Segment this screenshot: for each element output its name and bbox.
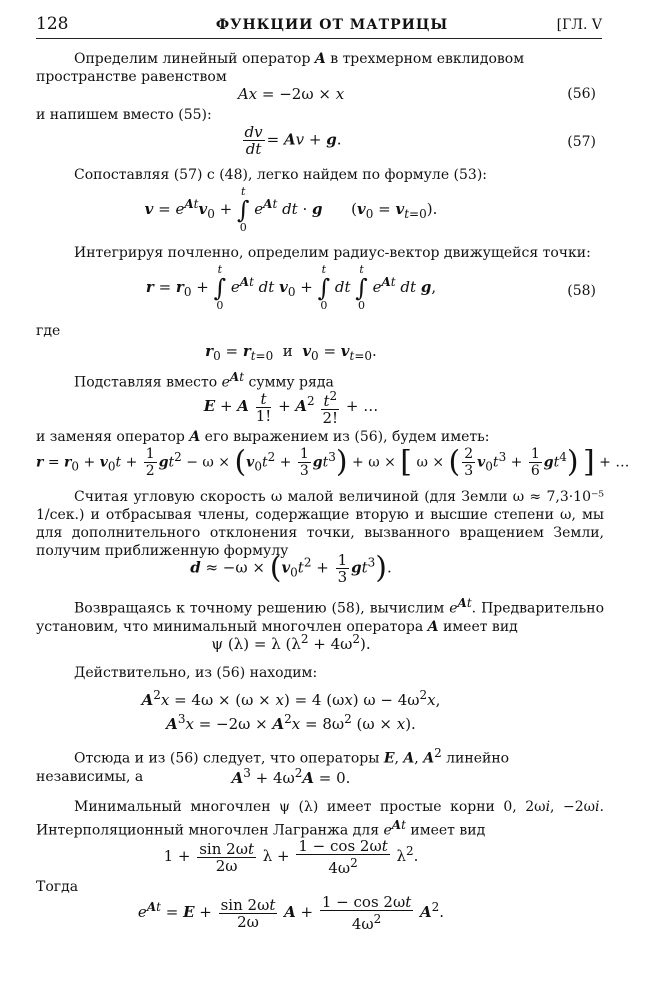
running-title: ФУНКЦИИ ОТ МАТРИЦЫ	[215, 17, 449, 33]
equation-series: E + A $\frac{t}{1!}$ + $A^2$ $\frac{t^2}{2!}$ + …	[203, 389, 379, 427]
paragraph-9: Возвращаясь к точному решению (58), вычислим $e^{At}$. Предварительно установим, что минимальный многочлен оператора A имеет вид	[36, 596, 604, 635]
equation-r-series: $r = r_0 + v_0t$ + $\frac{1}{2}$ $gt^2 - \omega \times (v_0t^2$ + $\frac{1}{3}$ $gt^3) + \omega$ × [ ω × ( $\frac{2}{3}$ $v_0t^3$ + $\frac{1}{6}$ $gt^4$) ] + …	[36, 444, 630, 480]
page-number: 128	[36, 14, 69, 34]
equation-57-label: (57)	[567, 134, 596, 150]
equation-57: $\frac{dv}{dt}$ = Av + g.	[244, 123, 342, 158]
equation-deflection: $d \approx -\omega \times (v_0t^2$ + $\frac{1}{3}$ $gt^3$).	[190, 550, 392, 586]
paragraph-4: Интегрируя почленно, определим радиус-вектор движущейся точки:	[74, 245, 591, 261]
equation-58-label: (58)	[567, 283, 596, 299]
equation-56-label: (56)	[567, 86, 596, 102]
paragraph-7: и заменяя оператор A его выражением из (56), будем иметь:	[36, 429, 490, 445]
paragraph-12: Минимальный многочлен ψ (λ) имеет простые корни 0, 2ωi, −2ωi. Интерполяционный многочлен Лагранжа для $e^{At}$ имеет вид	[36, 799, 604, 839]
chapter-label: [ГЛ. V	[556, 17, 602, 33]
equation-lagrange: 1 + $\frac{\sin 2\omega t}{2\omega}$ λ + $\frac{1 - \cos 2\omega t}{4\omega^2}$ $\lambda^2$.	[163, 837, 419, 877]
paragraph-10: Действительно, из (56) находим:	[74, 665, 318, 681]
equation-58: $r = r_0 + t$ ∫ 0 $e^{At}$ dt $v_0 + t$ ∫ 0 dt t ∫ 0 $e^{At}$ dt g,	[145, 263, 437, 312]
paragraph-3: Сопоставляя (57) с (48), легко найдем по формуле (53):	[74, 167, 488, 183]
equation-velocity: $v = e^{At}v_0 + t$ ∫ 0 $e^{At}$ dt · g $(v_0 = v_{t=0})$.	[144, 185, 438, 234]
paragraph-1: Определим линейный оператор A в трехмерном евклидовом пространстве равенством	[36, 51, 525, 85]
equation-initial: $r_0 = r_{t=0}$ и $v_0 = v_{t=0}$.	[205, 342, 377, 363]
paragraph-5: где	[36, 323, 61, 339]
paragraph-8: Считая угловую скорость ω малой величиной (для Земли ω ≈ 7,3·10⁻⁵ 1/сек.) и отбрасывая члены, содержащие вторую и высшие степени ω, мы для дополнительного отклонения точки, вызванного вращением Земли, получим приближенную формулу	[36, 489, 604, 559]
equation-psi: ψ (λ) = λ $(\lambda^2 + 4\omega^2)$.	[211, 632, 371, 653]
paragraph-2: и напишем вместо (55):	[36, 107, 212, 123]
paragraph-13: Тогда	[36, 879, 79, 895]
equation-A3: $A^3 + 4\omega^2A = 0$.	[231, 766, 351, 787]
equation-56: Ax = −2ω × x	[237, 85, 345, 103]
equation-eAt: $e^{At} = E$ + $\frac{\sin 2\omega t}{2\omega}$ A + $\frac{1 - \cos 2\omega t}{4\omega^2}$ $A^2$.	[137, 893, 445, 933]
equation-A3x: $A^3x = -2\omega \times A^2x = 8\omega^2$ (ω × x).	[166, 712, 416, 733]
equation-A2x: $A^2x = 4\omega \times (\omega \times x) = 4$ (ωx) $\omega - 4\omega^2x$,	[141, 688, 441, 709]
paragraph-6: Подставляя вместо $e^{At}$ сумму ряда	[74, 370, 334, 391]
header-rule	[36, 38, 602, 39]
paragraph-11: Отсюда и из (56) следует, что операторы E, A, $A^2$ линейно независимы, а	[36, 746, 510, 785]
